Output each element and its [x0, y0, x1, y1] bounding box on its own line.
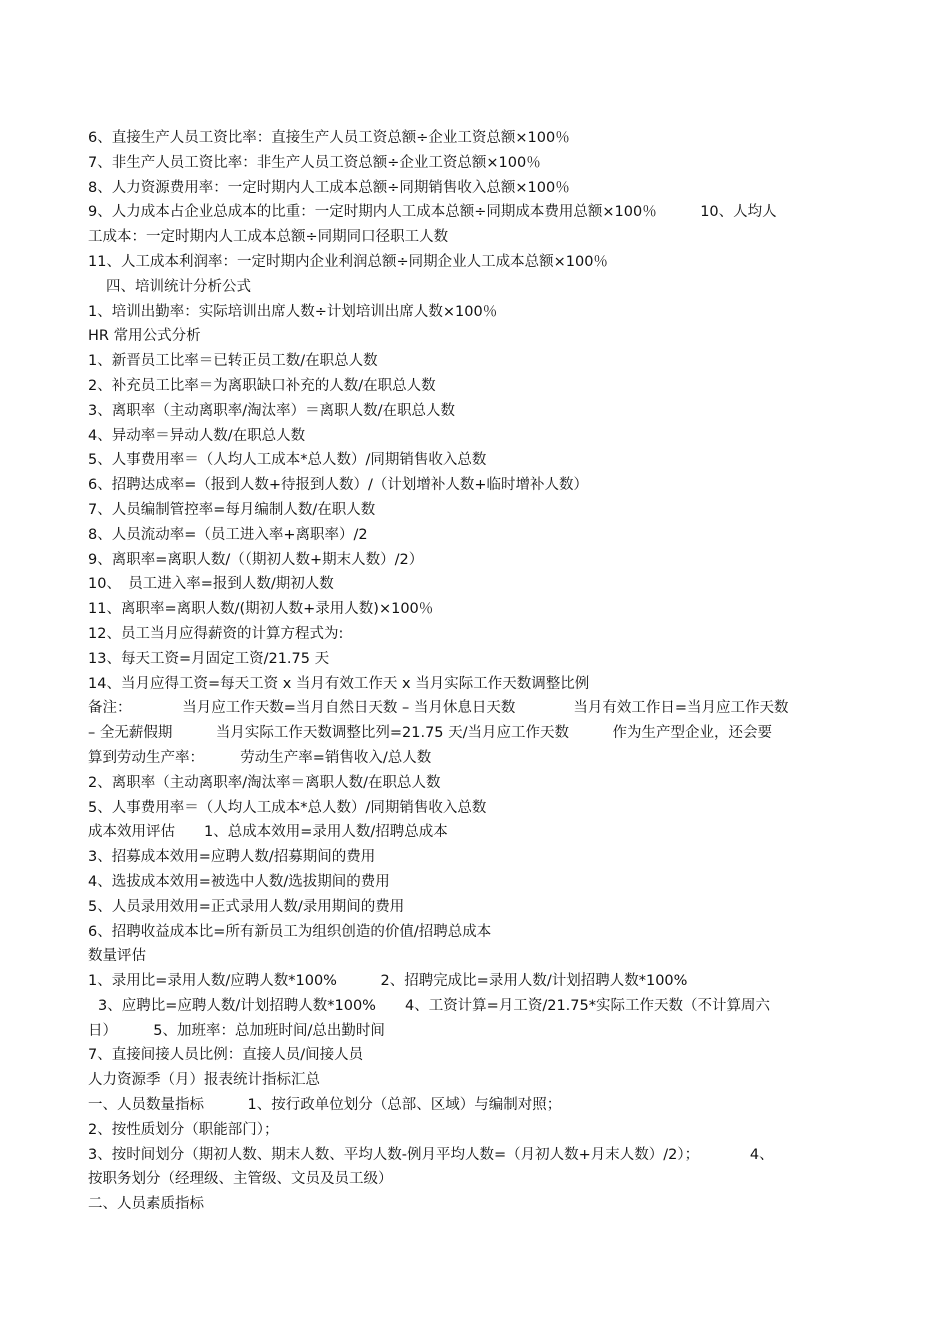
text-line: 日） 5、加班率：总加班时间/总出勤时间 — [88, 1022, 385, 1039]
text-line: 3、离职率（主动离职率/淘汰率）＝离职人数/在职总人数 — [88, 402, 455, 419]
text-line: 6、招聘达成率=（报到人数+待报到人数）/（计划增补人数+临时增补人数） — [88, 477, 589, 494]
text-line: 9、离职率=离职人数/（（期初人数+期末人数）/2） — [88, 551, 424, 568]
text-line: 14、当月应得工资=每天工资 x 当月有效工作天 x 当月实际工作天数调整比例 — [88, 675, 590, 692]
section-heading: 四、培训统计分析公式 — [106, 278, 251, 295]
text-line: 10、 员工进入率=报到人数/期初人数 — [88, 576, 334, 593]
text-line: 1、录用比=录用人数/应聘人数*100% 2、招聘完成比=录用人数/计划招聘人数*100% — [88, 973, 688, 990]
text-line: 3、按时间划分（期初人数、期末人数、平均人数-例月平均人数=（月初人数+月末人数）/2）； 4、 — [88, 1146, 774, 1163]
text-line: 5、人员录用效用=正式录用人数/录用期间的费用 — [88, 898, 405, 915]
section-heading: HR 常用公式分析 — [88, 328, 201, 345]
text-line: 7、直接间接人员比例：直接人员/间接人员 — [88, 1047, 364, 1064]
text-line: 8、人力资源费用率：一定时期内人工成本总额÷同期销售收入总额×100％ — [88, 179, 570, 196]
text-line: – 全无薪假期 当月实际工作天数调整比列=21.75 天/当月应工作天数 作为生产型企业，还会要 — [88, 725, 773, 742]
text-line: 2、按性质划分（职能部门）； — [88, 1121, 279, 1138]
text-line: 2、离职率（主动离职率/淘汰率＝离职人数/在职总人数 — [88, 774, 441, 791]
text-line: 算到劳动生产率： 劳动生产率=销售收入/总人数 — [88, 749, 432, 766]
text-line: 6、直接生产人员工资比率：直接生产人员工资总额÷企业工资总额×100％ — [88, 130, 570, 146]
text-line: 5、人事费用率＝（人均人工成本*总人数）/同期销售收入总数 — [88, 452, 487, 469]
text-line: 7、非生产人员工资比率：非生产人员工资总额÷企业工资总额×100％ — [88, 154, 541, 171]
text-line: 1、培训出勤率：实际培训出席人数÷计划培训出席人数×100％ — [88, 303, 498, 320]
document-body — [88, 126, 864, 1217]
text-line: 4、异动率＝异动人数/在职总人数 — [88, 427, 306, 444]
text-line: 9、人力成本占企业总成本的比重：一定时期内人工成本总额÷同期成本费用总额×100％ 10、人均人 — [88, 204, 777, 221]
text-line: 4、选拔成本效用=被选中人数/选拔期间的费用 — [88, 873, 390, 890]
text-line: 12、员工当月应得薪资的计算方程式为: — [88, 625, 344, 642]
text-line: 7、人员编制管控率=每月编制人数/在职人数 — [88, 501, 376, 518]
text-line: 8、人员流动率=（员工进入率+离职率）/2 — [88, 526, 368, 543]
text-line: 3、应聘比=应聘人数/计划招聘人数*100% 4、工资计算=月工资/21.75*实际工作天数（不计算周六 — [98, 997, 770, 1014]
text-line: 11、人工成本利润率：一定时期内企业利润总额÷同期企业人工成本总额×100％ — [88, 253, 608, 270]
text-line: 按职务划分（经理级、主管级、文员及员工级） — [88, 1171, 393, 1188]
text-line: 3、招募成本效用=应聘人数/招募期间的费用 — [88, 849, 376, 866]
text-line: 6、招聘收益成本比=所有新员工为组织创造的价值/招聘总成本 — [88, 923, 492, 940]
text-line: 5、人事费用率＝（人均人工成本*总人数）/同期销售收入总数 — [88, 799, 487, 816]
text-line: 成本效用评估 1、总成本效用=录用人数/招聘总成本 — [88, 824, 448, 841]
text-line: 1、新晋员工比率＝已转正员工数/在职总人数 — [88, 353, 378, 370]
text-line: 工成本：一定时期内人工成本总额÷同期同口径职工人数 — [88, 229, 449, 246]
text-line: 13、每天工资=月固定工资/21.75 天 — [88, 650, 330, 667]
text-line: 11、离职率=离职人数/(期初人数+录用人数)×100％ — [88, 601, 434, 618]
section-heading: 二、人员素质指标 — [88, 1196, 204, 1213]
section-heading: 数量评估 — [88, 948, 146, 965]
text-line: 一、人员数量指标 1、按行政单位划分（总部、区域）与编制对照； — [88, 1097, 562, 1114]
section-heading: 人力资源季（月）报表统计指标汇总 — [88, 1072, 320, 1089]
text-line: 备注： 当月应工作天数=当月自然日天数 – 当月休息日天数 当月有效工作日=当月应工作天数 — [88, 700, 789, 717]
text-line: 2、补充员工比率＝为离职缺口补充的人数/在职总人数 — [88, 377, 436, 394]
